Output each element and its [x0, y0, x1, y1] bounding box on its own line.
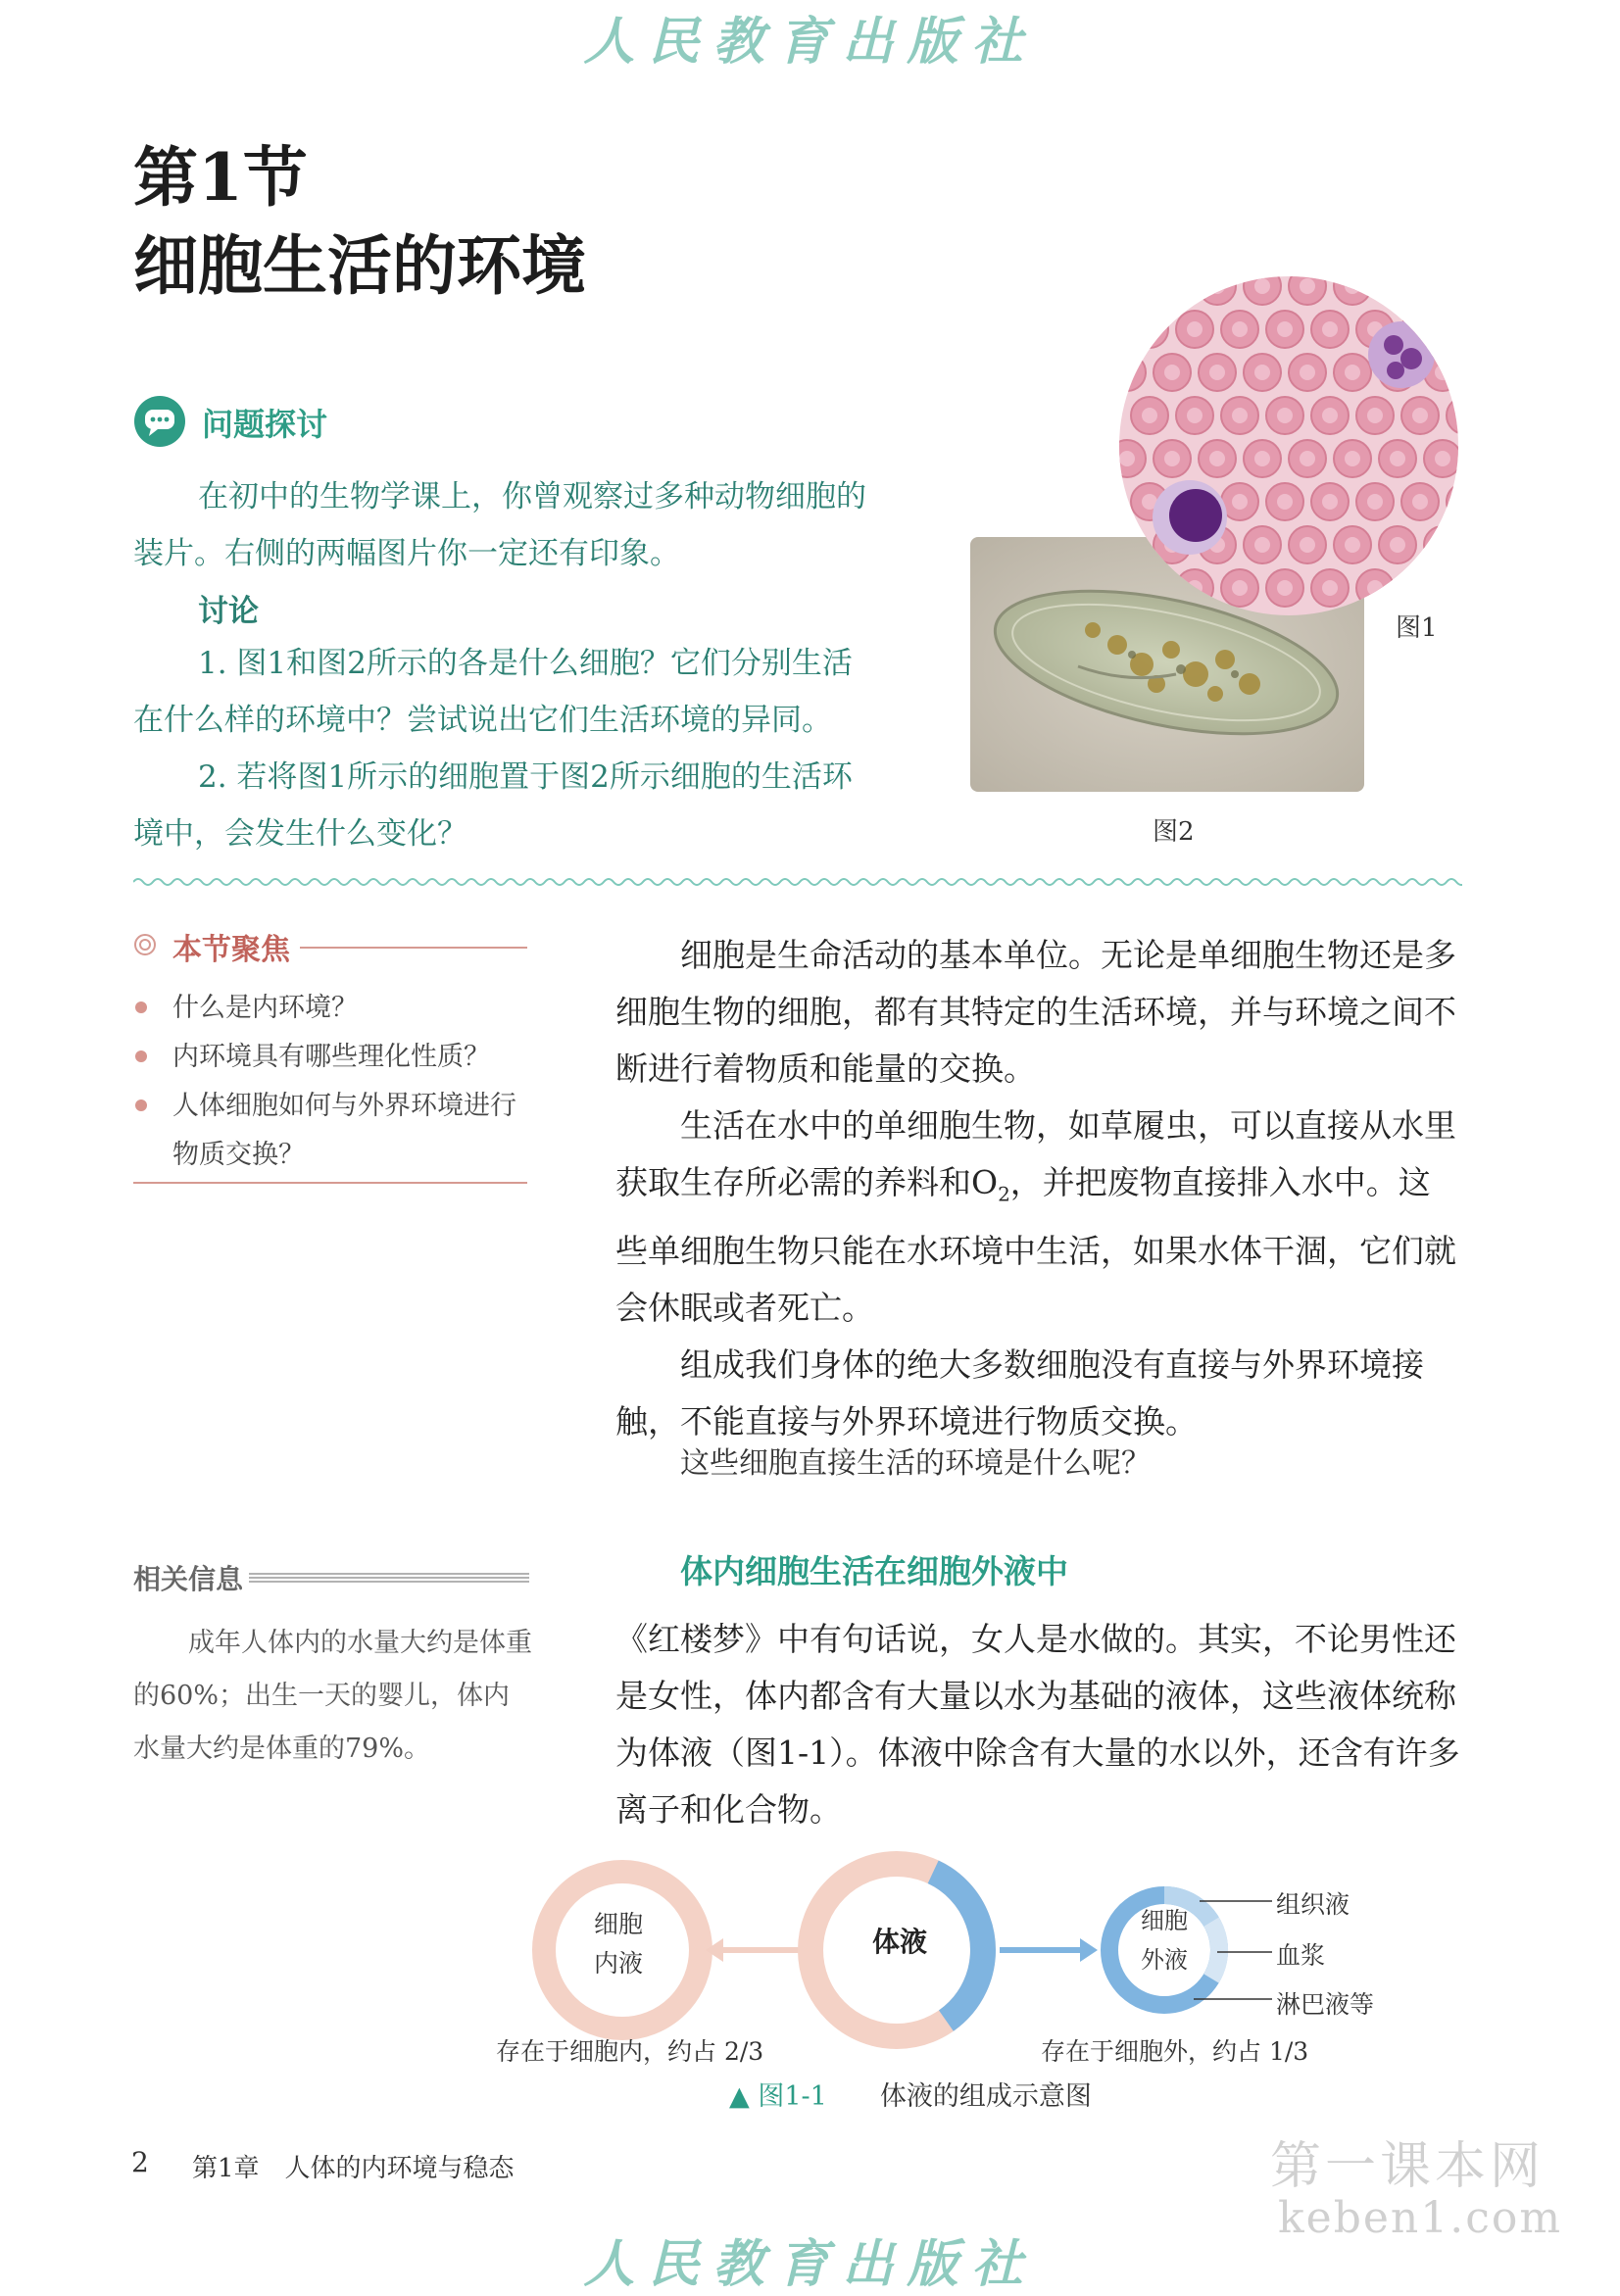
discussion-subheading: 讨论: [198, 594, 259, 629]
page-number: 2: [131, 2146, 149, 2178]
body-paragraph-1: 细胞是生命活动的基本单位。无论是单细胞生物还是多细胞生物的细胞，都有其特定的生活环境，并与环境之间不断进行着物质和能量的交换。: [615, 936, 1456, 1088]
paragraph-2-text: 生活在水中的单细胞生物，如草履虫，可以直接从水里获取生存所必需的养料和O: [615, 1106, 1456, 1201]
discussion-q1-line2: 在什么样的环境中？尝试说出它们生活环境的异同。: [133, 703, 832, 738]
plasma-label: 血浆: [1276, 1941, 1326, 1970]
section-number: 第1节: [133, 139, 308, 216]
body-paragraph-4-wrap: [615, 1611, 1462, 1838]
discussion-intro-line1: 在初中的生物学课上，你曾观察过多种动物细胞的: [198, 479, 866, 514]
body-subheading: 体内细胞生活在细胞外液中: [680, 1552, 1068, 1590]
bullet-dot: [135, 1001, 147, 1013]
figure-number: 图1-1: [758, 2081, 827, 2112]
body-paragraphs: [615, 927, 1462, 1450]
lymph-label: 淋巴液等: [1276, 1990, 1375, 2019]
focus-heading: 本节聚焦: [172, 933, 290, 967]
figure-caption: [729, 2075, 1092, 2113]
bullet-dot: [135, 1099, 147, 1111]
figure2-label: 图2: [1153, 817, 1195, 847]
arrow-right-head: [1080, 1938, 1098, 1962]
figure1-label: 图1: [1396, 613, 1438, 643]
body-question: 这些细胞直接生活的环境是什么呢？: [680, 1446, 1151, 1481]
site-watermark-name: 第一课本网: [1270, 2137, 1546, 2196]
intracellular-caption: 存在于细胞内，约占 2/3: [496, 2037, 764, 2066]
extracellular-label-line2: 外液: [1141, 1946, 1188, 1974]
extracellular-label-line1: 细胞: [1141, 1907, 1188, 1934]
body-paragraph-2: [615, 1098, 1462, 1337]
triangle-icon: ▲: [729, 2081, 759, 2112]
chat-bubble-icon: [133, 395, 186, 448]
body-paragraph-4: 《红楼梦》中有句话说，女人是水做的。其实，不论男性还是女性，体内都含有大量以水为基础的液体，这些液体统称为体液（图1-1）。体液中除含有大量的水以外，还含有许多离子和化合物。: [615, 1620, 1460, 1829]
discussion-heading: 问题探讨: [202, 406, 328, 443]
bullet-dot: [135, 1050, 147, 1062]
related-info-text: 成年人体内的水量大约是体重的60%；出生一天的婴儿，体内水量大约是体重的79%。: [133, 1628, 532, 1764]
body-paragraph-3: 组成我们身体的绝大多数细胞没有直接与外界环境接触，不能直接与外界环境进行物质交换。: [615, 1344, 1424, 1441]
focus-item: 内环境具有哪些理化性质？: [172, 1042, 490, 1072]
extracellular-caption: 存在于细胞外，约占 1/3: [1041, 2037, 1309, 2066]
discussion-q1-line1: 1. 图1和图2所示的各是什么细胞？它们分别生活: [198, 646, 853, 681]
discussion-intro-line2: 装片。右侧的两幅图片你一定还有印象。: [133, 536, 680, 571]
publisher-watermark-top: 人民教育出版社: [583, 12, 1037, 72]
section-title: 细胞生活的环境: [133, 227, 586, 304]
focus-item: 什么是内环境？: [172, 993, 358, 1023]
focus-item-continued: 物质交换？: [172, 1140, 305, 1170]
body-fluid-label: 体液: [872, 1926, 928, 1958]
chapter-title: 第1章 人体的内环境与稳态: [192, 2154, 515, 2183]
target-icon: [133, 933, 157, 956]
focus-bottom-line: [133, 1182, 527, 1184]
focus-item: 人体细胞如何与外界环境进行: [172, 1091, 516, 1121]
paragraph-2-text-cont: ，并把废物直接排入水中。这些单细胞生物只能在水环境中生活，如果水体干涸，它们就会休眠或者死亡。: [615, 1163, 1456, 1327]
discussion-q2-line1: 2. 若将图1所示的细胞置于图2所示细胞的生活环: [198, 759, 853, 795]
blood-cells-image: [1119, 276, 1458, 615]
discussion-q2-line2: 境中，会发生什么变化？: [133, 816, 467, 852]
focus-heading-line: [300, 947, 527, 949]
intracellular-label-line2: 内液: [594, 1949, 644, 1978]
publisher-watermark-bottom: 人民教育出版社: [583, 2234, 1037, 2294]
related-info-lines: [249, 1572, 529, 1584]
wavy-divider: [133, 875, 1462, 889]
site-watermark-url: keben1.com: [1278, 2193, 1563, 2243]
tissue-fluid-label: 组织液: [1276, 1890, 1350, 1919]
intracellular-label-line1: 细胞: [594, 1910, 644, 1938]
o2-subscript: 2: [998, 1182, 1010, 1206]
figure-title: 体液的组成示意图: [879, 2081, 1092, 2112]
related-info-heading: 相关信息: [133, 1563, 244, 1595]
